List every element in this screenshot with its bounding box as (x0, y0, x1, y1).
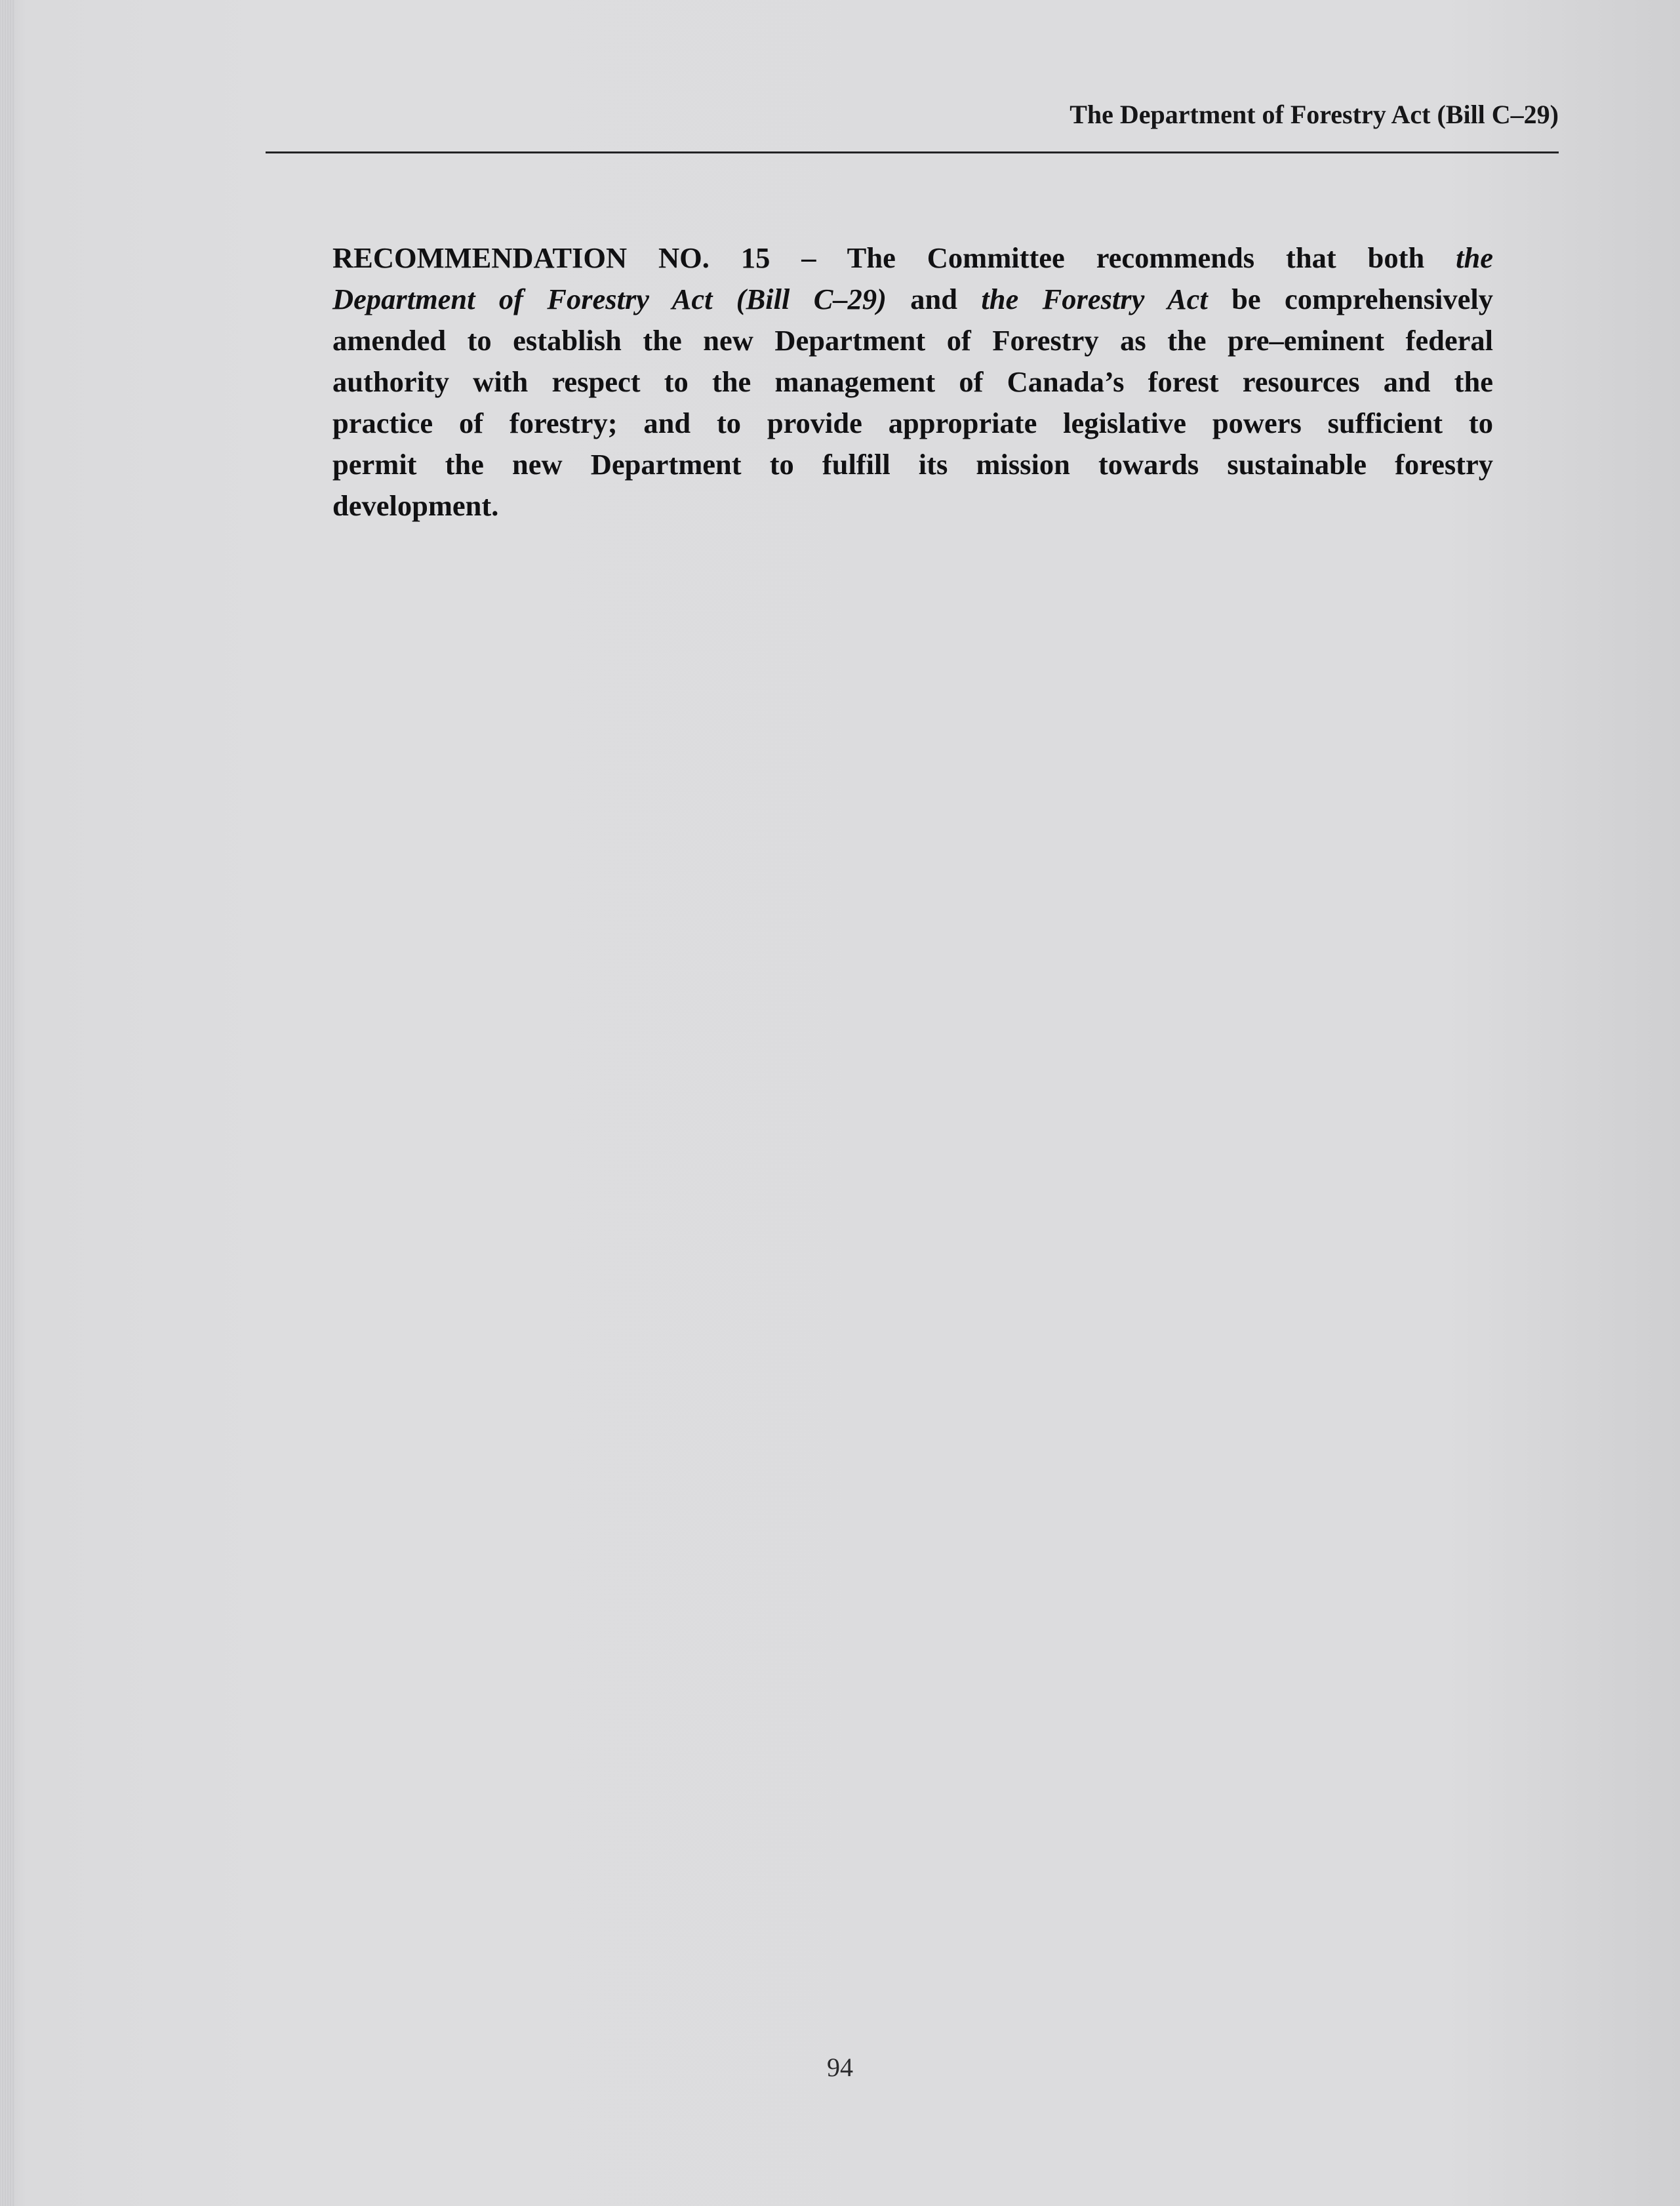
recommendation-text: and (886, 283, 982, 315)
running-head: The Department of Forestry Act (Bill C–29) (1070, 100, 1559, 129)
act-title-bill-c29: Department of Forestry Act (Bill C–29) (332, 283, 887, 315)
recommendation-line: amended to establish the new Department of Forestry as the pre–eminent federal (332, 324, 1493, 357)
recommendation-line: authority with respect to the management of Canada’s forest resources and the (332, 365, 1493, 398)
header-rule (266, 151, 1559, 153)
recommendation-line: development. (332, 489, 499, 522)
recommendation-line: permit the new Department to fulfill its mission towards sustainable forestry (332, 448, 1493, 481)
recommendation-line (332, 279, 1493, 320)
page-number: 94 (827, 2053, 853, 2082)
recommendation-block (332, 237, 1493, 527)
recommendation-italic: the (1456, 241, 1493, 274)
recommendation-line: practice of forestry; and to provide appropriate legislative powers sufficient to (332, 407, 1493, 439)
recommendation-line (332, 237, 1493, 279)
recommendation-text: be comprehensively (1207, 283, 1494, 315)
act-title-forestry-act: the Forestry Act (981, 283, 1208, 315)
page-stack-edge (0, 0, 14, 2206)
recommendation-label: RECOMMENDATION NO. 15 – The Committee recommends that both (332, 241, 1456, 274)
